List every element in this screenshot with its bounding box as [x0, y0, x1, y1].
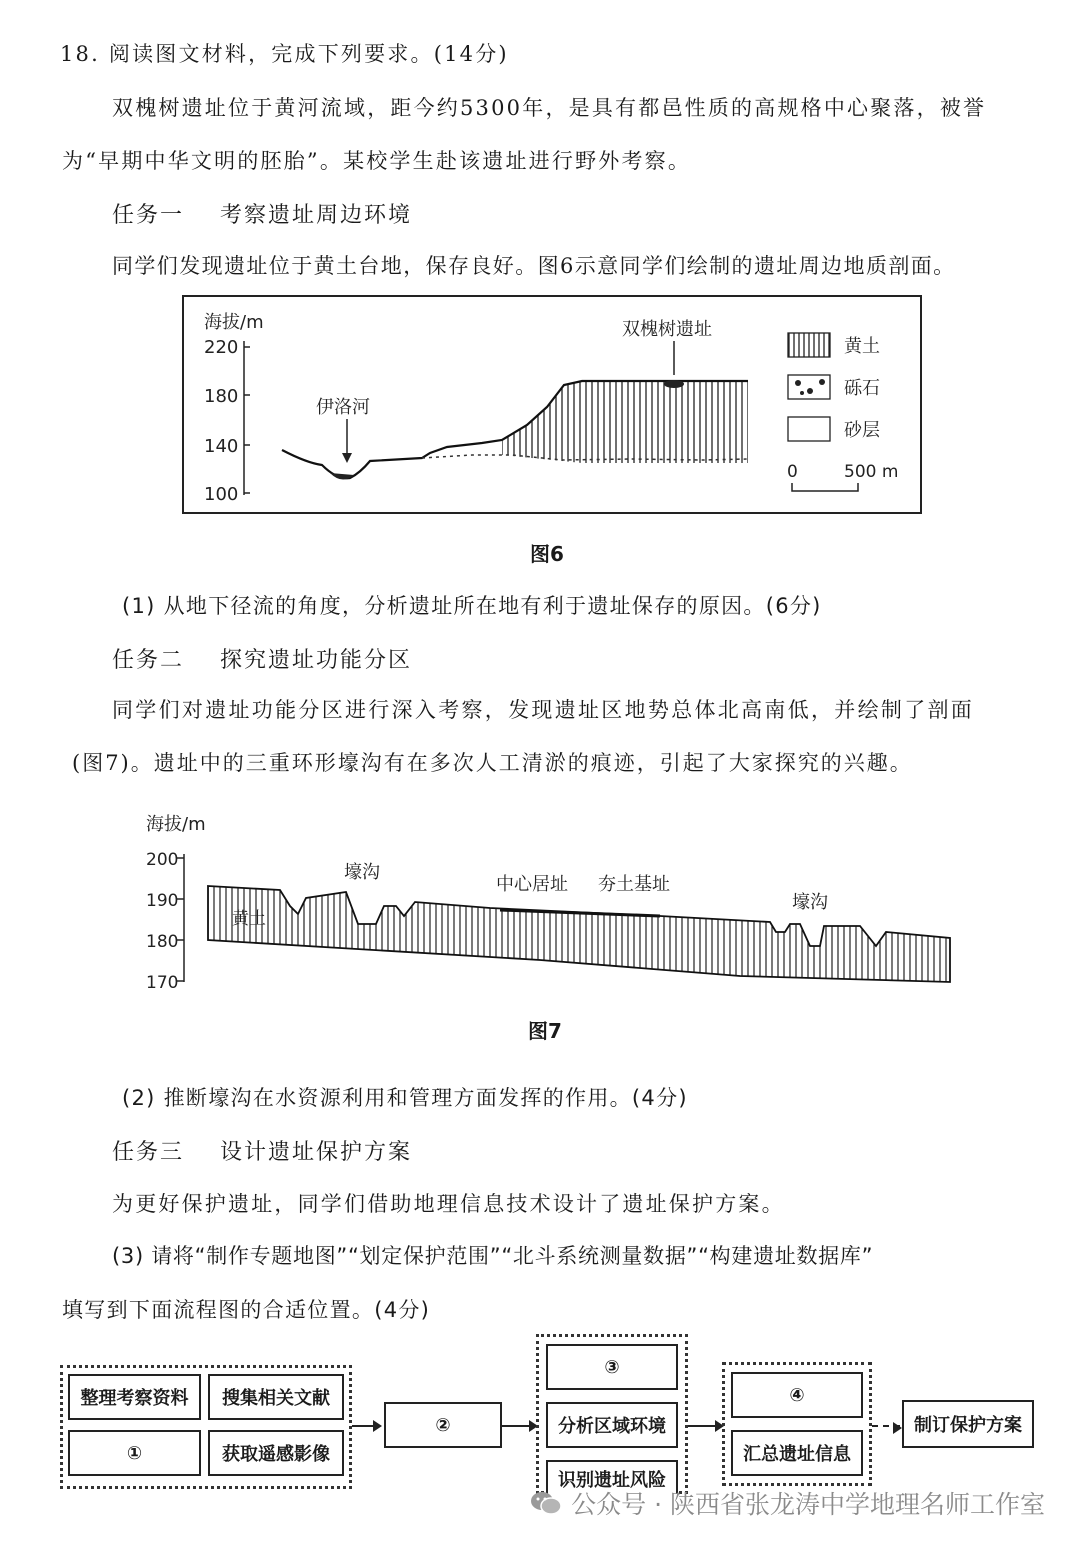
watermark-text: 公众号 · 陕西省张龙涛中学地理名师工作室: [571, 1490, 1045, 1519]
figure7-caption: 图7: [528, 1019, 562, 1043]
legend-gravel-swatch: [788, 375, 830, 399]
flow-arrow-4: [872, 1425, 900, 1427]
flow-box-1: ①: [68, 1430, 201, 1476]
figure6-ytick-180: 180: [204, 386, 239, 407]
task1-text: 同学们发现遗址位于黄土台地，保存良好。图6示意同学们绘制的遗址周边地质剖面。: [112, 254, 956, 278]
watermark: [529, 1485, 1045, 1521]
task2-text-1: 同学们对遗址功能分区进行深入考察，发现遗址区地势总体北高南低，并绘制了剖面: [112, 698, 975, 722]
scale-start: 0: [787, 462, 798, 482]
task3-text: 为更好保护遗址，同学们借助地理信息技术设计了遗址保护方案。: [112, 1192, 785, 1216]
figure6-profile: [182, 295, 922, 515]
scale-end: 500 m: [844, 462, 899, 482]
figure7-ytick-180: 180: [146, 932, 179, 952]
task2-text-2: (图7)。遗址中的三重环形壕沟有在多次人工清淤的痕迹，引起了大家探究的兴趣。: [72, 751, 913, 775]
legend-gravel-label: 砾石: [844, 378, 880, 399]
flow-arrow-2: [502, 1425, 536, 1427]
figure6-ytick-100: 100: [204, 484, 239, 505]
figure6-ytick-140: 140: [204, 436, 239, 457]
figure6-river-label: 伊洛河: [316, 397, 370, 418]
question-3-line-2: 填写到下面流程图的合适位置。(4分): [62, 1298, 431, 1322]
figure7-ytick-170: 170: [146, 973, 179, 993]
wechat-icon: [529, 1490, 563, 1516]
question-2: (2) 推断壕沟在水资源利用和管理方面发挥的作用。(4分): [122, 1086, 688, 1110]
task3-heading: 任务三 设计遗址保护方案: [112, 1140, 412, 1165]
legend-sand-swatch: [788, 417, 830, 441]
flow-box-search: 搜集相关文献: [208, 1374, 344, 1420]
question-prompt: 阅读图文材料，完成下列要求。(14分): [108, 42, 509, 66]
flow-box-summary: 汇总遗址信息: [731, 1430, 863, 1476]
figure6-site-label: 双槐树遗址: [622, 319, 712, 340]
figure7-moat-label-2: 壕沟: [792, 892, 828, 913]
figure7-center-label: 中心居址: [496, 874, 568, 895]
legend-sand-label: 砂层: [844, 420, 880, 441]
figure7-loess-label: 黄土: [232, 909, 266, 929]
question-number: 18.: [60, 42, 100, 66]
flow-box-4: ④: [731, 1372, 863, 1418]
flow-box-analyze: 分析区域环境: [546, 1402, 678, 1448]
flow-box-3: ③: [546, 1344, 678, 1390]
figure7-ytick-200: 200: [146, 850, 179, 870]
figure7-foundation-label: 夯土基址: [598, 874, 670, 895]
question-title: [60, 38, 509, 68]
figure6-ytick-220: 220: [204, 337, 239, 358]
figure7-profile: [140, 810, 970, 1000]
flow-arrow-1: [352, 1425, 380, 1427]
flow-arrow-3: [688, 1425, 722, 1427]
legend-loess-swatch: [788, 333, 830, 357]
flow-box-2: ②: [384, 1402, 502, 1448]
figure7-ylabel: 海拔/m: [146, 814, 206, 835]
figure6-site-mark: [664, 380, 684, 388]
flow-box-organize: 整理考察资料: [68, 1374, 201, 1420]
figure7-loess-body: [208, 886, 950, 982]
legend-loess-label: 黄土: [844, 336, 880, 357]
task2-heading: 任务二 探究遗址功能分区: [112, 648, 412, 673]
flow-box-identify: 识别遗址风险: [546, 1460, 678, 1494]
figure7-ytick-190: 190: [146, 891, 179, 911]
intro-line-2: 为“早期中华文明的胚胎”。某校学生赴该遗址进行野外考察。: [62, 149, 692, 173]
figure6-caption: 图6: [530, 542, 564, 566]
figure7-moat-label-1: 壕沟: [344, 862, 380, 883]
task1-heading: 任务一 考察遗址周边环境: [112, 203, 412, 228]
figure6-ylabel: 海拔/m: [204, 312, 264, 333]
flow-box-plan: 制订保护方案: [902, 1400, 1034, 1448]
question-3-line-1: (3) 请将“制作专题地图”“划定保护范围”“北斗系统测量数据”“构建遗址数据库”: [112, 1244, 874, 1268]
intro-line-1: 双槐树遗址位于黄河流域，距今约5300年，是具有都邑性质的高规格中心聚落，被誉: [112, 96, 987, 120]
flow-box-remote: 获取遥感影像: [208, 1430, 344, 1476]
question-1: (1) 从地下径流的角度，分析遗址所在地有利于遗址保存的原因。(6分): [122, 594, 822, 618]
